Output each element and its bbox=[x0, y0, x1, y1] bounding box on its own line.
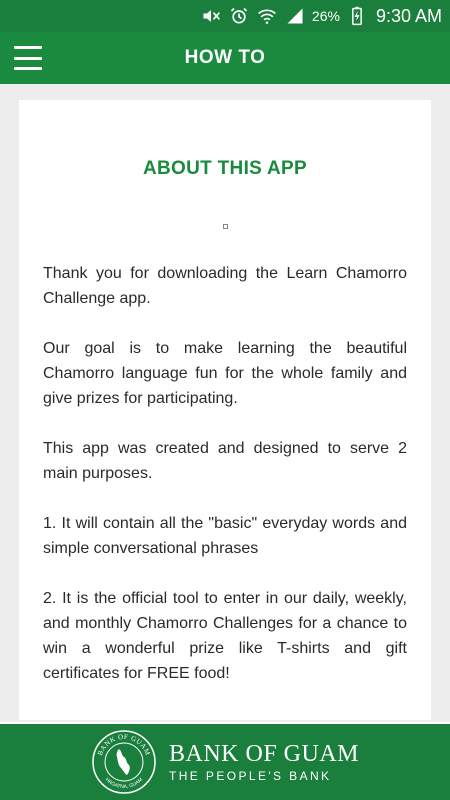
brand-tagline: THE PEOPLE'S BANK bbox=[168, 769, 332, 783]
paragraph: Thank you for downloading the Learn Chamorro Challenge app. bbox=[43, 265, 407, 307]
paragraph: This app was created and designed to serve 2 main purposes. bbox=[43, 440, 407, 482]
content-card[interactable] bbox=[19, 100, 431, 720]
battery-percent: 26% bbox=[311, 8, 340, 24]
status-bar bbox=[0, 0, 450, 32]
app-bar bbox=[0, 32, 450, 84]
signal-icon bbox=[284, 5, 306, 27]
menu-line bbox=[14, 57, 42, 60]
paragraph: 2. It is the official tool to enter in our daily, weekly, and monthly Chamorro Challenges for a chance to win a wonderful prize like T-shirts and gift certificates for FREE food! bbox=[43, 590, 407, 682]
menu-line bbox=[14, 46, 42, 49]
brand-name: BANK OF GUAM bbox=[168, 741, 360, 767]
status-time: 9:30 AM bbox=[375, 5, 442, 26]
image-placeholder bbox=[223, 224, 228, 229]
brand-block bbox=[169, 741, 359, 783]
mute-icon bbox=[200, 5, 222, 27]
menu-line bbox=[14, 67, 42, 70]
battery-charging-icon bbox=[346, 5, 368, 27]
footer-banner bbox=[0, 722, 450, 800]
section-heading: ABOUT THIS APP bbox=[143, 158, 307, 179]
paragraph: 1. It will contain all the "basic" everyday words and simple conversational phrases bbox=[43, 515, 407, 557]
page-title: HOW TO bbox=[184, 47, 266, 68]
svg-text:BANK OF GUAM: BANK OF GUAM bbox=[96, 732, 152, 757]
wifi-icon bbox=[256, 5, 278, 27]
bank-seal-logo bbox=[91, 729, 157, 795]
svg-text:HAGATNA, GUAM: HAGATNA, GUAM bbox=[103, 776, 144, 791]
hamburger-menu-icon[interactable] bbox=[14, 46, 42, 70]
paragraph: Our goal is to make learning the beautiful Chamorro language fun for the whole family and give prizes for participating. bbox=[43, 340, 407, 407]
alarm-icon bbox=[228, 5, 250, 27]
